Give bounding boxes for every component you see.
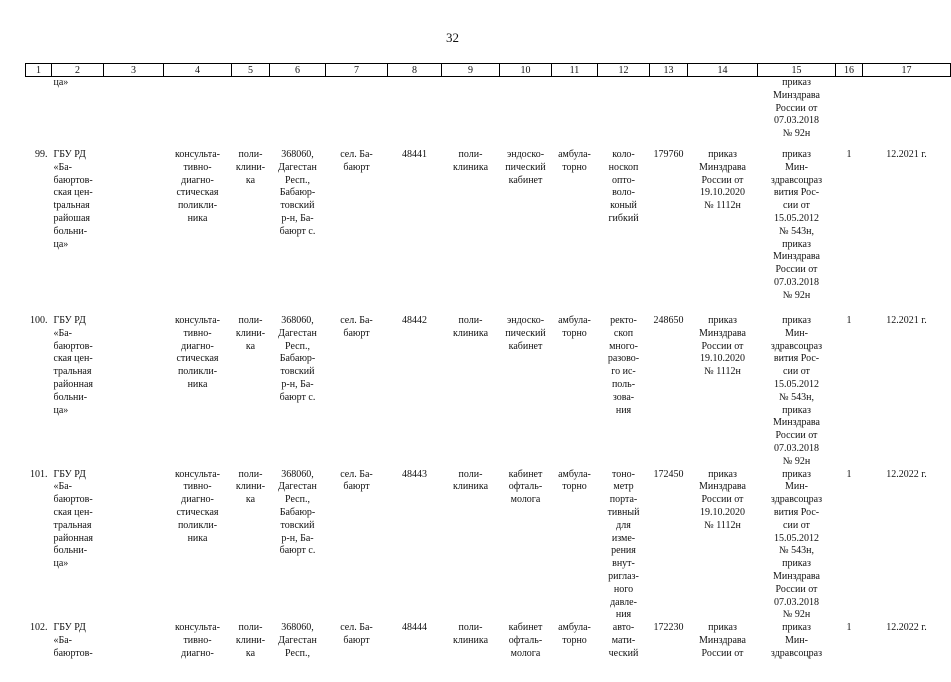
table-row	[26, 315, 951, 469]
column-header: 1	[26, 64, 52, 77]
organization-cell: ГБУ РД «Ба- баюртов-	[53, 622, 93, 659]
room-cell: эндоско- пический кабинет	[505, 315, 546, 352]
code-cell: 48441	[402, 149, 427, 160]
column-header: 16	[836, 64, 863, 77]
column-header: 9	[442, 64, 500, 77]
room-cell: кабинет офталь- молога	[508, 622, 543, 659]
organization-cell: ГБУ РД «Ба- баюртов- ская цен- тральная районная больни- ца»	[53, 315, 94, 416]
address-cell: 368060, Дагестан Респ., Бабаюр- товский р-н, Ба- баюрт с.	[278, 315, 317, 403]
organization-cell: ГБУ РД «Ба- баюртов- ская цен- tральная райошая больни- ца»	[53, 149, 93, 250]
equipment-cell: ректо- скоп много- разово- го ис- поль- зова- ния	[607, 315, 640, 416]
unit-cell: поли- клини- ка	[235, 315, 266, 352]
quantity-cell: 1	[846, 149, 852, 160]
column-header: 7	[326, 64, 388, 77]
standards-cell: приказ Мин- здравсоцраз вития Рос- сии от 15.05.2012 № 543н, приказ Минздрава России от 07.03.2018 № 92н	[770, 468, 823, 621]
column-header: 12	[598, 64, 650, 77]
column-header: 13	[650, 64, 688, 77]
locality-cell: сел. Ба- баюрт	[340, 622, 373, 646]
subdivision-cell: консульта- тивно- диагно- стическая поликли- ника	[175, 315, 220, 390]
type-cell: поли- клиника	[452, 315, 489, 339]
column-header: 8	[388, 64, 442, 77]
quantity-cell: 1	[846, 622, 852, 634]
column-header: 5	[232, 64, 270, 77]
table-row	[26, 469, 951, 623]
price-cell: 172230	[653, 622, 684, 634]
locality-cell: сел. Ба- баюрт	[340, 315, 373, 339]
unit-cell: поли- клини- ка	[235, 468, 266, 506]
address-cell: 368060, Дагестан Респ.,	[278, 622, 317, 659]
column-header: 3	[104, 64, 164, 77]
address-cell: 368060, Дагестан Респ., Бабаюр- товский р-н, Ба- баюрт с.	[278, 149, 317, 237]
type-cell: поли- клиника	[452, 622, 489, 646]
equipment-cell: авто- мати- ческий	[608, 622, 639, 659]
organization-cell: ца»	[53, 77, 69, 88]
date-cell: 12.2022 г.	[886, 468, 927, 480]
address-cell: 368060, Дагестан Респ., Бабаюр- товский р-н, Ба- баюрт с.	[278, 468, 317, 557]
mode-cell: амбула- торно	[558, 622, 591, 646]
empty-cell	[104, 147, 164, 315]
price-cell: 172450	[653, 468, 684, 480]
standards-cell: приказ Мин- здравсоцраз вития Рос- сии от 15.05.2012 № 543н, приказ Минздрава России от 07.03.2018 № 92н	[770, 149, 823, 301]
subdivision-cell: консульта- тивно- диагно- стическая поликли- ника	[175, 468, 220, 544]
mode-cell: амбула- торно	[558, 315, 591, 339]
type-cell: поли- клиника	[452, 149, 489, 173]
column-header: 15	[758, 64, 836, 77]
table-row	[26, 147, 951, 315]
order-cell: приказ Минздрава России от 19.10.2020 № 1112н	[699, 315, 746, 378]
date-cell: 12.2021 г.	[886, 149, 927, 160]
unit-cell: поли- клини- ка	[235, 622, 266, 659]
subdivision-cell: консульта- тивно- диагно- стическая поликли- ника	[175, 149, 220, 224]
empty-cell	[104, 315, 164, 469]
code-cell: 48442	[402, 315, 427, 326]
date-cell: 12.2022 г.	[886, 622, 927, 634]
standards-cell: приказ Мин- здравсоцраз вития Рос- сии от 15.05.2012 № 543н, приказ Минздрава России от 07.03.2018 № 92н	[770, 315, 823, 467]
quantity-cell: 1	[846, 468, 852, 480]
room-cell: кабинет офталь- молога	[508, 468, 543, 506]
column-header: 14	[688, 64, 758, 77]
table-row	[26, 622, 951, 682]
equipment-table	[25, 63, 951, 682]
price-cell: 179760	[653, 149, 684, 160]
row-number: 102.	[30, 622, 48, 634]
column-header: 10	[500, 64, 552, 77]
standards-cell: приказ Мин- здравсоцраз	[770, 622, 823, 659]
price-cell: 248650	[653, 315, 684, 326]
type-cell: поли- клиника	[452, 468, 489, 493]
standards-cell: приказ Минздрава России от 07.03.2018 № 92н	[773, 77, 820, 140]
column-header: 2	[52, 64, 104, 77]
empty-cell	[104, 469, 164, 623]
column-header: 17	[863, 64, 951, 77]
row-number: 100.	[30, 315, 48, 326]
locality-cell: сел. Ба- баюрт	[340, 468, 373, 493]
date-cell: 12.2021 г.	[886, 315, 927, 326]
order-cell: приказ Минздрава России от 19.10.2020 № 1112н	[699, 149, 746, 212]
organization-cell: ГБУ РД «Ба- баюртов- ская цен- тральная районная больни- ца»	[53, 468, 94, 570]
order-cell: приказ Минздрава России от	[699, 622, 746, 659]
empty-cell	[104, 622, 164, 682]
unit-cell: поли- клини- ка	[235, 149, 266, 186]
code-cell: 48444	[402, 622, 427, 634]
mode-cell: амбула- торно	[558, 468, 591, 493]
room-cell: эндоско- пический кабинет	[505, 149, 546, 186]
equipment-cell: коло- носкоп опто- воло- коный гибкий	[608, 149, 639, 224]
row-number: 99.	[35, 149, 48, 160]
row-number: 101.	[30, 468, 48, 480]
locality-cell: сел. Ба- баюрт	[340, 149, 373, 173]
page-number: 32	[446, 30, 459, 45]
equipment-cell: тоно- метр порта- тивный для изме- рения внут- риглаз- ного давле- ния	[607, 468, 640, 621]
column-number-row	[26, 64, 951, 77]
column-header: 6	[270, 64, 326, 77]
subdivision-cell: консульта- тивно- диагно-	[175, 622, 220, 659]
column-header: 4	[164, 64, 232, 77]
mode-cell: амбула- торно	[558, 149, 591, 173]
code-cell: 48443	[402, 468, 427, 480]
quantity-cell: 1	[846, 315, 852, 326]
column-header: 11	[552, 64, 598, 77]
continuation-row	[26, 77, 951, 148]
order-cell: приказ Минздрава России от 19.10.2020 № 1112н	[699, 468, 746, 531]
